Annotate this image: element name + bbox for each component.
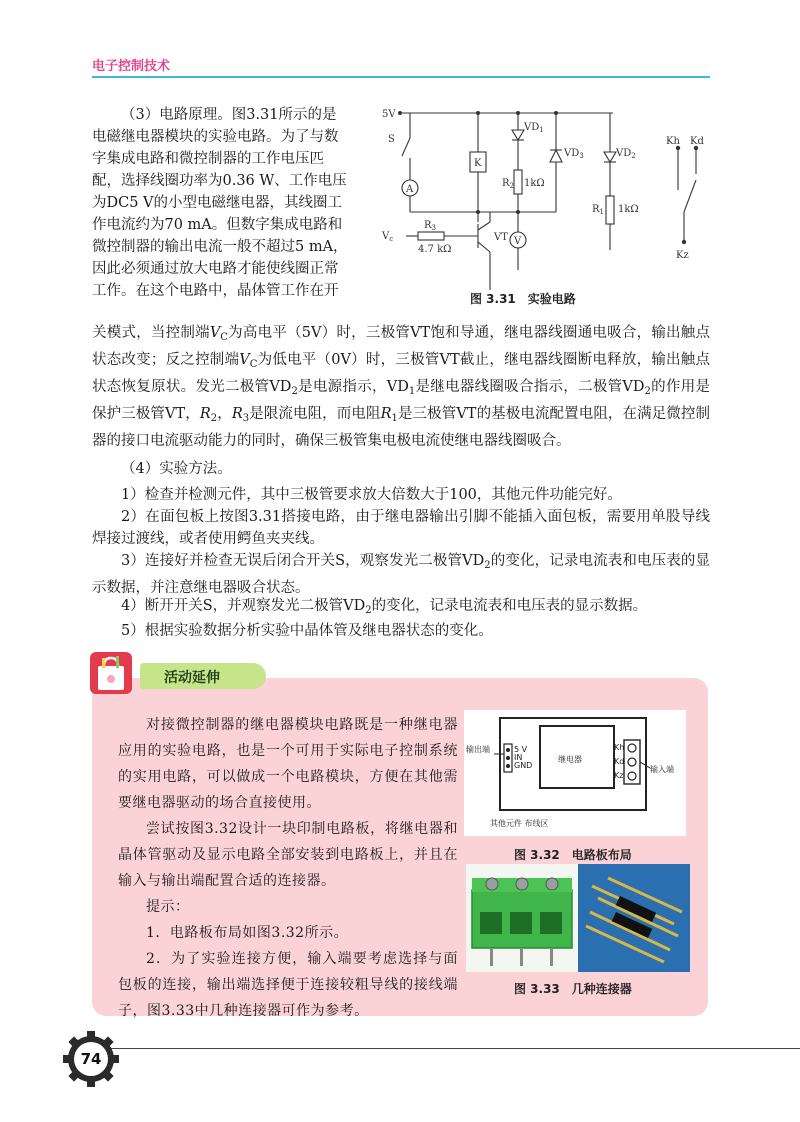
label-r1: $R_1$ [592,204,604,216]
step-5: 5）根据实验数据分析实验中晶体管及继电器状态的变化。 [121,623,493,639]
label-r3: $R_3$ [424,220,436,232]
label-kd: Kd [690,136,704,147]
board-other-label: 其他元件 布线区 [490,819,549,828]
figure-3-33-caption: 图 3.33 几种连接器 [514,982,632,996]
board-kd: Kd [614,757,625,766]
label-vd1: $VD_1$ [524,122,544,134]
board-kh: Kh [614,743,625,752]
figure-3-31-caption: 图 3.31 实验电路 [470,292,576,306]
intro-line: 为DC5 V的小型电磁继电器，其线圈工 [92,195,343,211]
label-r1-value: 1kΩ [618,204,639,215]
step-4: 4）断开开关S，并观察发光二极管$VD_2$的变化，记录电流表和电压表的显示数据。 [121,598,648,616]
step-3: 3）连接好并检查无误后闭合开关S，观察发光二极管$VD_2$的变化，记录电流表和电压表的显示数据，并注意继电器吸合状态。 [92,553,710,596]
intro-line: 因此必须通过放大电路才能使线圈正常 [92,261,339,277]
footer-rule [92,1048,800,1049]
board-gnd: GND [514,761,533,770]
circuit-diagram [378,100,716,305]
label-vt: VT [494,232,508,243]
intro-line: 微控制器的输出电流一般不超过5 mA， [92,239,348,255]
board-in: IN [514,753,523,762]
label-vd2: $VD_2$ [616,148,636,160]
label-a: A [406,184,414,195]
figure-3-32-caption: 图 3.32 电路板布局 [514,848,632,862]
board-relay-label: 继电器 [558,755,582,764]
running-header: 电子控制技术 [92,59,171,74]
step-heading: （4）实验方法。 [121,461,232,477]
label-kz: Kz [676,250,689,261]
label-vd3: $VD_3$ [564,148,584,160]
step-1: 1）检查并检测元件，其中三极管要求放大倍数大于100，其他元件功能完好。 [121,487,622,503]
activity-hint-label: 提示： [146,899,190,915]
label-k: K [474,158,482,169]
step-2: 2）在面包板上按图3.31搭接电路，由于继电器输出引脚不能插入面包板，需要用单股导线焊接过渡线，或者使用鳄鱼夹夹线。 [92,509,710,547]
main-paragraph: 关模式，当控制端$V_C$为高电平（5V）时，三极管VT饱和导通，继电器线圈通电吸合，输出触点状态改变；反之控制端$V_C$为低电平（0V）时，三极管VT截止，继电器线圈断电释放，输出触点状态恢复原状。发光二极管$VD_2$是电源指示，$VD_1$是继电器线圈吸合指示，二极管$VD_2$的作用是保护三极管VT，$R_2$，$R_3$是限流电阻，而电阻$R_1$是三极管VT的基极电流配置电阻，在满足微控制器的接口电流驱动能力的同时，确保三极管集电极电流使继电器线圈吸合。 [92,325,711,449]
intro-line: 作电流约为70 mA。但数字集成电路和 [92,217,343,233]
terminal-block-image [466,864,578,972]
board-output-label: 输出端 [466,745,490,754]
shopping-bag-icon [86,648,136,698]
intro-line: 字集成电路和微控制器的工作电压匹 [92,151,324,167]
label-kh: Kh [666,136,680,147]
label-vc: $V_c$ [382,231,394,243]
activity-hint-1: 1．电路板布局如图3.32所示。 [146,925,349,941]
label-r2: $R_2$ [502,178,514,190]
label-r2-value: 1kΩ [524,178,545,189]
activity-paragraph-2: 尝试按图3.32设计一块印制电路板，将继电器和晶体管驱动及显示电路全部安装到电路板上，并且在输入与输出端配置合适的连接器。 [118,821,458,889]
board-kz: Kz [614,771,624,780]
label-s: S [388,134,395,145]
intro-line: 电磁继电器模块的实验电路。为了与数 [92,129,339,145]
intro-line: （3）电路原理。图3.31所示的是 [121,107,337,123]
label-5v: 5V [382,109,396,120]
intro-line: 工作。在这个电路中，晶体管工作在开 [92,283,339,299]
intro-line: 配，选择线圈功率为0.36 W、工作电压 [92,173,347,189]
pin-header-image [578,864,690,972]
header-rule [92,76,710,78]
board-input-label: 输入端 [650,765,674,774]
activity-tab: 活动延伸 [140,663,266,689]
board-layout-diagram [464,710,686,836]
label-v: V [514,236,522,247]
activity-paragraph-1: 对接微控制器的继电器模块电路既是一种继电器应用的实验电路，也是一个可用于实际电子控制系统的实用电路，可以做成一个电路模块，方便在其他需要继电器驱动的场合直接使用。 [118,717,458,811]
label-r3-value: 4.7 kΩ [418,244,452,255]
intro-paragraph [92,104,374,302]
page-number: 74 [80,1050,102,1068]
board-5v: 5 V [514,745,528,754]
activity-hint-2: 2．为了实验连接方便，输入端要考虑选择与面包板的连接，输出端选择便于连接较粗导线的接线端子，图3.33中几种连接器可作为参考。 [118,951,458,1019]
